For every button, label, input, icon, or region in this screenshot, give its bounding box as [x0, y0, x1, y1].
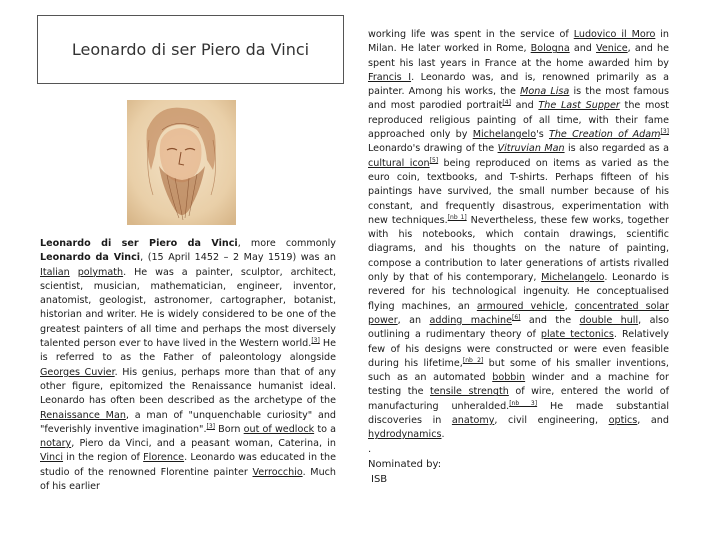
ref-link[interactable]: [nb 2]	[462, 356, 484, 364]
page-title: Leonardo di ser Piero da Vinci	[71, 40, 310, 59]
link-francis-i[interactable]: Francis I	[368, 71, 412, 83]
nominated-block	[368, 457, 441, 487]
link-bobbin[interactable]: bobbin	[492, 372, 526, 384]
link-armoured-vehicle[interactable]: armoured vehicle	[476, 300, 565, 312]
link-bologna[interactable]: Bologna	[530, 43, 570, 55]
link-renaissance-man[interactable]: Renaissance Man	[40, 409, 126, 421]
link-ludovico-il-moro[interactable]: Ludovico il Moro	[573, 29, 656, 40]
nominated-by-value: ISB	[371, 474, 388, 485]
link-mona-lisa[interactable]: Mona Lisa	[520, 86, 570, 98]
nominated-label: Nominated by:	[368, 459, 442, 470]
ref-link[interactable]: [3]	[311, 337, 320, 345]
separator-dot: .	[368, 444, 372, 455]
link-michelangelo[interactable]: Michelangelo	[472, 129, 537, 141]
link-adding-machine[interactable]: adding machine	[429, 314, 513, 326]
ref-link[interactable]: [nb 1]	[447, 213, 467, 221]
ref-link[interactable]: [6]	[512, 313, 521, 321]
link-plate-tectonics[interactable]: plate tectonics	[540, 329, 614, 341]
biography-left-column: Leonardo di ser Piero da Vinci, more commonly Leonardo da Vinci, (15 April 1452 – 2 May 1519) was an Italian polymath. He was a painter, sculptor, architect, scientist, musician, mathematician, engineer, inventor, anatomist, geologist, astronomer, cartographer, botanist, historian and writer. He is widely considered to be one of the greatest painters of all time and perhaps the most diversely talented person ever to have lived in the Western world.[3] He is referred to as the Father of paleontology alongside Georges Cuvier. His genius, perhaps more than that of any other figure, epitomized the Renaissance humanist ideal. Leonardo has often been described as the archetype of the Renaissance Man, a man of "unquenchable curiosity" and "feverishly inventive imagination".[3] Born out of wedlock to a notary, Piero da Vinci, and a peasant woman, Caterina, in Vinci in the region of Florence. Leonardo was educated in the studio of the renowned Florentine painter Verrocchio. Much of his earlier	[40, 238, 337, 493]
link-vinci[interactable]: Vinci	[40, 452, 64, 464]
link-out-of-wedlock[interactable]: out of wedlock	[243, 423, 315, 435]
link-vitruvian-man[interactable]: Vitruvian Man	[497, 143, 565, 155]
link-florence[interactable]: Florence	[143, 452, 185, 464]
biography-right-column: working life was spent in the service of Ludovico il Moro in Milan. He later worked in Rome, Bologna and Venice, and he spent his last years in France at the home awarded him by Francis I. Leonardo was, and is, renowned primarily as a painter. Among his works, the Mona Lisa is the most famous and most parodied portrait[4] and The Last Supper the most reproduced religious painting of all time, with their fame approached only by Michelangelo's The Creation of Adam[3] Leonardo's drawing of the Vitruvian Man is also regarded as a cultural icon[5] being reproduced on items as varied as the euro coin, textbooks, and T-shirts. Perhaps fifteen of his paintings have survived, the small number because of his constant, and frequently disastrous, experimentation with new techniques.[nb 1] Nevertheless, these few works, together with his notebooks, which contain drawings, scientific diagrams, and his thoughts on the nature of painting, compose a contribution to later generations of artists rivalled only by that of his contemporary, Michelangelo. Leonardo is revered for his technological ingenuity. He conceptualised flying machines, an armoured vehicle, concentrated solar power, an adding machine[6] and the double hull, also outlining a rudimentary theory of plate tectonics. Relatively few of his designs were constructed or were even feasible during his lifetime,[nb 2] but some of his smaller inventions, such as an automated bobbin winder and a machine for testing the tensile strength of wire, entered the world of manufacturing unheralded.[nb 3] He made substantial discoveries in anatomy, civil engineering, optics, and hydrodynamics.	[368, 29, 670, 441]
link-hydrodynamics[interactable]: hydrodynamics	[368, 429, 442, 441]
leonardo-portrait-image	[127, 100, 236, 225]
link-optics[interactable]: optics	[608, 415, 638, 427]
link-venice[interactable]: Venice	[596, 43, 628, 55]
ref-link[interactable]: [3]	[660, 128, 669, 136]
link-double-hull[interactable]: double hull	[579, 314, 639, 326]
ref-link[interactable]: [5]	[429, 156, 439, 164]
link-notary[interactable]: notary	[40, 438, 72, 450]
link-concentrated-solar-power[interactable]: concentrated solar power	[368, 300, 669, 326]
link-tensile-strength[interactable]: tensile strength	[429, 386, 509, 398]
bio-name-bold: Leonardo di ser Piero da Vinci	[40, 238, 238, 249]
ref-link[interactable]: [nb 3]	[509, 399, 538, 407]
ref-link[interactable]: [4]	[502, 99, 511, 107]
link-italian[interactable]: Italian	[40, 266, 70, 278]
link-georges-cuvier[interactable]: Georges Cuvier	[40, 366, 115, 378]
link-verrocchio[interactable]: Verrocchio	[252, 466, 303, 478]
link-polymath[interactable]: polymath	[77, 266, 124, 278]
link-the-last-supper[interactable]: The Last Supper	[538, 100, 620, 112]
link-creation-of-adam[interactable]: The Creation of Adam	[548, 129, 661, 141]
title-box	[37, 15, 344, 84]
ref-link[interactable]: [3]	[206, 422, 215, 430]
link-anatomy[interactable]: anatomy	[451, 415, 495, 427]
link-cultural-icon[interactable]: cultural icon	[368, 157, 430, 169]
bio-common-name-bold: Leonardo da Vinci	[40, 252, 141, 264]
link-michelangelo-2[interactable]: Michelangelo	[541, 272, 605, 284]
